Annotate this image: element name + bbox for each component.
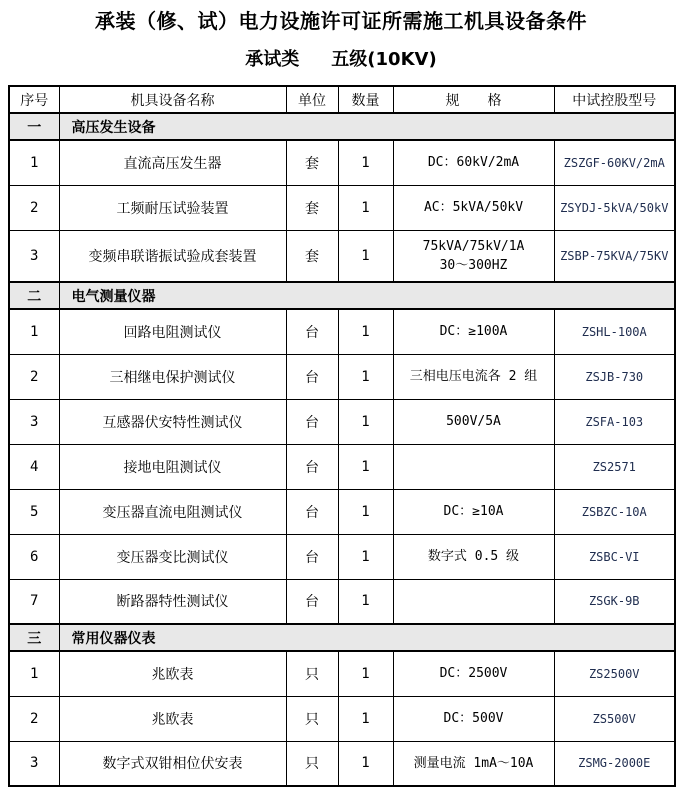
serial-number-cell: 2 xyxy=(9,185,59,230)
quantity-cell: 1 xyxy=(338,489,393,534)
table-row xyxy=(9,651,675,696)
unit-cell: 套 xyxy=(286,140,338,185)
table-row xyxy=(9,140,675,185)
quantity-cell: 1 xyxy=(338,354,393,399)
unit-cell: 套 xyxy=(286,230,338,282)
serial-number-cell: 6 xyxy=(9,534,59,579)
unit-cell: 台 xyxy=(286,399,338,444)
table-row xyxy=(9,534,675,579)
subtitle-level-label: 五级(10KV) xyxy=(331,49,437,70)
model-cell: ZS2500V xyxy=(554,651,675,696)
model-cell: ZS2571 xyxy=(554,444,675,489)
section-index: 三 xyxy=(9,624,59,651)
specification-cell: 测量电流 1mA～10A xyxy=(393,741,554,786)
table-row xyxy=(9,489,675,534)
specification-cell: DC：500V xyxy=(393,696,554,741)
unit-cell: 只 xyxy=(286,696,338,741)
specification-cell: DC：2500V xyxy=(393,651,554,696)
serial-number-cell: 1 xyxy=(9,140,59,185)
section-title: 常用仪器仪表 xyxy=(59,624,675,651)
unit-cell: 只 xyxy=(286,651,338,696)
table-body xyxy=(9,113,675,786)
specification-cell xyxy=(393,230,554,282)
section-row xyxy=(9,624,675,651)
unit-cell: 台 xyxy=(286,354,338,399)
quantity-cell: 1 xyxy=(338,651,393,696)
equipment-name-cell: 回路电阻测试仪 xyxy=(59,309,286,354)
quantity-cell: 1 xyxy=(338,309,393,354)
specification-cell: DC：≥100A xyxy=(393,309,554,354)
equipment-name-cell: 兆欧表 xyxy=(59,696,286,741)
table-row xyxy=(9,399,675,444)
table-row xyxy=(9,444,675,489)
equipment-name-cell: 变压器变比测试仪 xyxy=(59,534,286,579)
section-index: 一 xyxy=(9,113,59,140)
equipment-name-cell: 三相继电保护测试仪 xyxy=(59,354,286,399)
model-cell: ZSBZC-10A xyxy=(554,489,675,534)
quantity-cell: 1 xyxy=(338,185,393,230)
equipment-name-cell: 兆欧表 xyxy=(59,651,286,696)
serial-number-cell: 1 xyxy=(9,309,59,354)
section-index: 二 xyxy=(9,282,59,309)
equipment-name-cell: 断路器特性测试仪 xyxy=(59,579,286,624)
quantity-cell: 1 xyxy=(338,696,393,741)
document-page xyxy=(0,8,682,796)
header-specification: 规 格 xyxy=(393,86,554,113)
section-row xyxy=(9,113,675,140)
serial-number-cell: 7 xyxy=(9,579,59,624)
spec-line: 30～300HZ xyxy=(439,257,508,273)
header-equipment-name: 机具设备名称 xyxy=(59,86,286,113)
quantity-cell: 1 xyxy=(338,444,393,489)
model-cell: ZSJB-730 xyxy=(554,354,675,399)
serial-number-cell: 2 xyxy=(9,696,59,741)
quantity-cell: 1 xyxy=(338,534,393,579)
header-unit: 单位 xyxy=(286,86,338,113)
unit-cell: 只 xyxy=(286,741,338,786)
table-row xyxy=(9,696,675,741)
equipment-name-cell: 互感器伏安特性测试仪 xyxy=(59,399,286,444)
serial-number-cell: 2 xyxy=(9,354,59,399)
table-row xyxy=(9,354,675,399)
equipment-name-cell: 数字式双钳相位伏安表 xyxy=(59,741,286,786)
specification-cell: AC：5kVA/50kV xyxy=(393,185,554,230)
equipment-name-cell: 变频串联谐振试验成套装置 xyxy=(59,230,286,282)
serial-number-cell: 3 xyxy=(9,741,59,786)
header-row xyxy=(9,86,675,113)
specification-cell: 500V/5A xyxy=(393,399,554,444)
model-cell: ZSHL-100A xyxy=(554,309,675,354)
model-cell: ZSFA-103 xyxy=(554,399,675,444)
model-cell: ZSZGF-60KV/2mA xyxy=(554,140,675,185)
subtitle-class-label: 承试类 xyxy=(245,49,300,70)
model-cell: ZSYDJ-5kVA/50kV xyxy=(554,185,675,230)
serial-number-cell: 3 xyxy=(9,230,59,282)
table-row xyxy=(9,309,675,354)
unit-cell: 台 xyxy=(286,444,338,489)
table-row xyxy=(9,230,675,282)
specification-cell: 数字式 0.5 级 xyxy=(393,534,554,579)
document-subtitle xyxy=(0,48,682,72)
table-row xyxy=(9,741,675,786)
equipment-name-cell: 直流高压发生器 xyxy=(59,140,286,185)
specification-cell xyxy=(393,579,554,624)
specification-cell: 三相电压电流各 2 组 xyxy=(393,354,554,399)
quantity-cell: 1 xyxy=(338,579,393,624)
quantity-cell: 1 xyxy=(338,140,393,185)
section-title: 电气测量仪器 xyxy=(59,282,675,309)
header-quantity: 数量 xyxy=(338,86,393,113)
model-cell: ZSBP-75KVA/75KV xyxy=(554,230,675,282)
table-row xyxy=(9,579,675,624)
quantity-cell: 1 xyxy=(338,399,393,444)
header-serial-number: 序号 xyxy=(9,86,59,113)
serial-number-cell: 5 xyxy=(9,489,59,534)
model-cell: ZSMG-2000E xyxy=(554,741,675,786)
equipment-name-cell: 接地电阻测试仪 xyxy=(59,444,286,489)
serial-number-cell: 3 xyxy=(9,399,59,444)
header-model: 中试控股型号 xyxy=(554,86,675,113)
model-cell: ZSBC-VI xyxy=(554,534,675,579)
specification-cell: DC：≥10A xyxy=(393,489,554,534)
model-cell: ZSGK-9B xyxy=(554,579,675,624)
equipment-name-cell: 变压器直流电阻测试仪 xyxy=(59,489,286,534)
unit-cell: 套 xyxy=(286,185,338,230)
quantity-cell: 1 xyxy=(338,741,393,786)
spec-line: 75kVA/75kV/1A xyxy=(422,238,525,254)
section-row xyxy=(9,282,675,309)
unit-cell: 台 xyxy=(286,579,338,624)
model-cell: ZS500V xyxy=(554,696,675,741)
table-row xyxy=(9,185,675,230)
section-title: 高压发生设备 xyxy=(59,113,675,140)
unit-cell: 台 xyxy=(286,534,338,579)
equipment-name-cell: 工频耐压试验装置 xyxy=(59,185,286,230)
serial-number-cell: 4 xyxy=(9,444,59,489)
equipment-table xyxy=(8,85,676,787)
specification-cell xyxy=(393,444,554,489)
specification-cell: DC：60kV/2mA xyxy=(393,140,554,185)
unit-cell: 台 xyxy=(286,489,338,534)
unit-cell: 台 xyxy=(286,309,338,354)
quantity-cell: 1 xyxy=(338,230,393,282)
serial-number-cell: 1 xyxy=(9,651,59,696)
document-title: 承装（修、试）电力设施许可证所需施工机具设备条件 xyxy=(95,9,587,33)
